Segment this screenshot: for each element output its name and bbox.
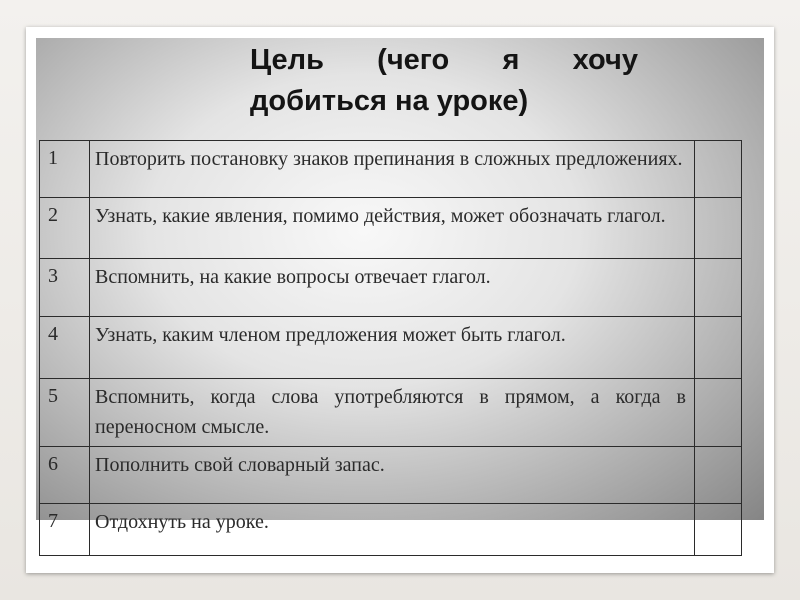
row-goal-text: Вспомнить, когда слова употребляются в прямом, а когда в переносном смысле. <box>90 379 695 447</box>
row-number: 1 <box>40 141 90 198</box>
slide-title-line-2: добиться на уроке) <box>250 85 529 117</box>
row-mark-cell <box>695 447 742 504</box>
slide-title <box>250 40 638 122</box>
table-row <box>40 317 742 379</box>
row-number: 4 <box>40 317 90 379</box>
table-row <box>40 504 742 556</box>
row-goal-text: Отдохнуть на уроке. <box>90 504 695 556</box>
table-row <box>40 141 742 198</box>
row-mark-cell <box>695 504 742 556</box>
table-row <box>40 198 742 259</box>
row-mark-cell <box>695 317 742 379</box>
row-number: 6 <box>40 447 90 504</box>
row-goal-text: Пополнить свой словарный запас. <box>90 447 695 504</box>
row-number: 5 <box>40 379 90 447</box>
table-row <box>40 379 742 447</box>
row-goal-text: Узнать, каким членом предложения может быть глагол. <box>90 317 695 379</box>
row-mark-cell <box>695 141 742 198</box>
row-goal-text: Повторить постановку знаков препинания в сложных предложениях. <box>90 141 695 198</box>
table-row <box>40 259 742 317</box>
table-row <box>40 447 742 504</box>
row-mark-cell <box>695 259 742 317</box>
row-number: 2 <box>40 198 90 259</box>
row-goal-text: Вспомнить, на какие вопросы отвечает глагол. <box>90 259 695 317</box>
slide-title-line-1: Цель (чего я хочу <box>250 44 638 76</box>
row-number: 7 <box>40 504 90 556</box>
goals-table <box>39 140 742 556</box>
row-number: 3 <box>40 259 90 317</box>
row-goal-text: Узнать, какие явления, помимо действия, может обозначать глагол. <box>90 198 695 259</box>
row-mark-cell <box>695 198 742 259</box>
row-mark-cell <box>695 379 742 447</box>
